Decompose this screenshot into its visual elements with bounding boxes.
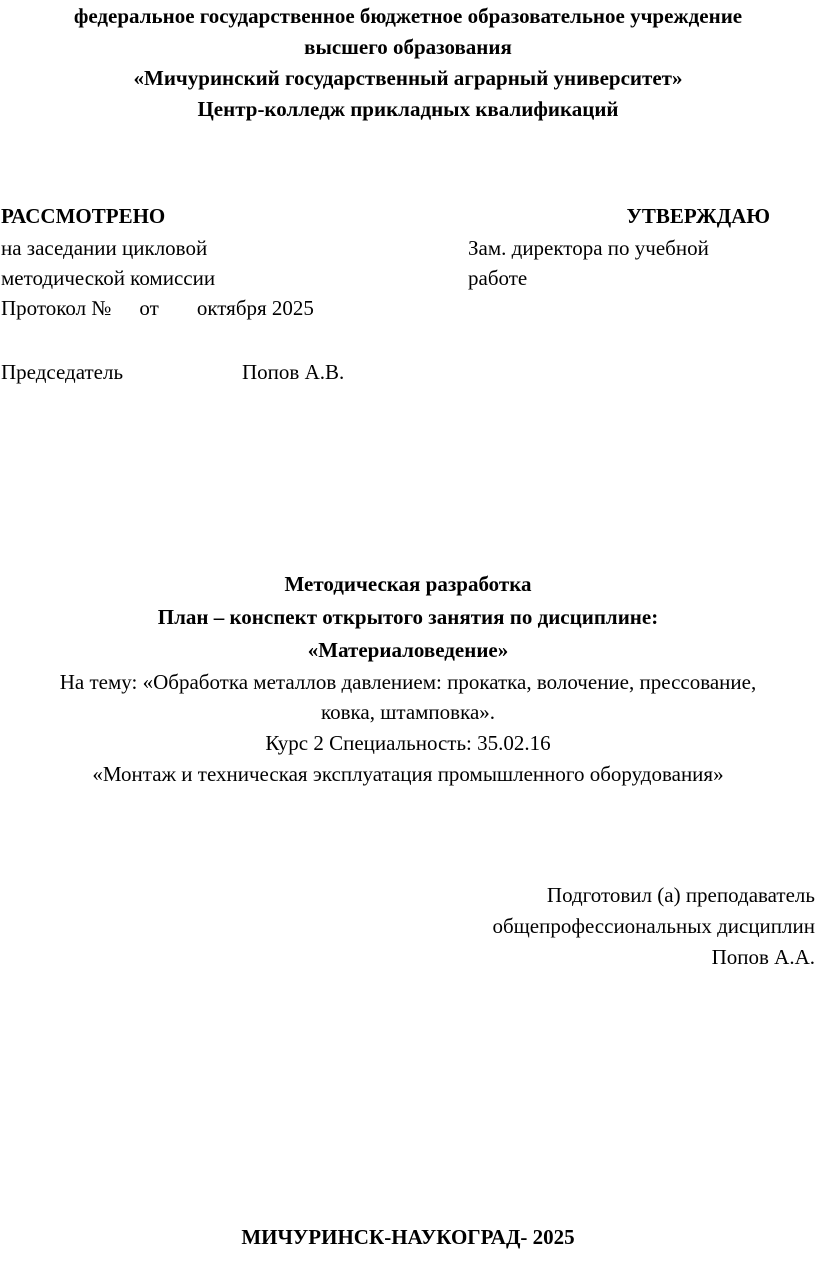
topic-line2: ковка, штамповка». [320, 700, 496, 724]
protocol-date: октября 2025 [196, 296, 314, 320]
author-role: Подготовил (а) преподаватель [546, 883, 815, 907]
approved-title: УТВЕРЖДАЮ [626, 204, 770, 228]
city-year: МИЧУРИНСК-НАУКОГРАД- 2025 [241, 1225, 575, 1249]
lesson-plan-title: План – конспект открытого занятия по дисциплине: [157, 605, 659, 629]
protocol-label: Протокол № [1, 296, 112, 320]
chair-label: Председатель [1, 360, 124, 384]
approved-line2: работе [468, 266, 528, 290]
chair-name: Попов А.В. [242, 360, 345, 384]
reviewed-line2: методической комиссии [1, 266, 216, 290]
protocol-line [1, 298, 314, 319]
reviewed-title: РАССМОТРЕНО [1, 204, 166, 228]
course-specialty: Курс 2 Специальность: 35.02.16 [265, 731, 551, 755]
protocol-from: от [139, 296, 159, 320]
specialty-name: «Монтаж и техническая эксплуатация промышленного оборудования» [92, 762, 724, 786]
approved-line1: Зам. директора по учебной [468, 236, 709, 260]
doc-type: Методическая разработка [284, 572, 532, 596]
author-name: Попов А.А. [711, 945, 815, 969]
reviewed-line1: на заседании цикловой [1, 236, 208, 260]
university-name: «Мичуринский государственный аграрный университет» [133, 66, 683, 90]
college-name: Центр-колледж прикладных квалификаций [197, 97, 619, 121]
education-level: высшего образования [304, 35, 512, 59]
institution-type: федеральное государственное бюджетное образовательное учреждение [73, 4, 743, 28]
topic-line1: На тему: «Обработка металлов давлением: прокатка, волочение, прессование, [59, 670, 757, 694]
discipline-name: «Материаловедение» [307, 638, 509, 662]
author-department: общепрофессиональных дисциплин [492, 914, 815, 938]
